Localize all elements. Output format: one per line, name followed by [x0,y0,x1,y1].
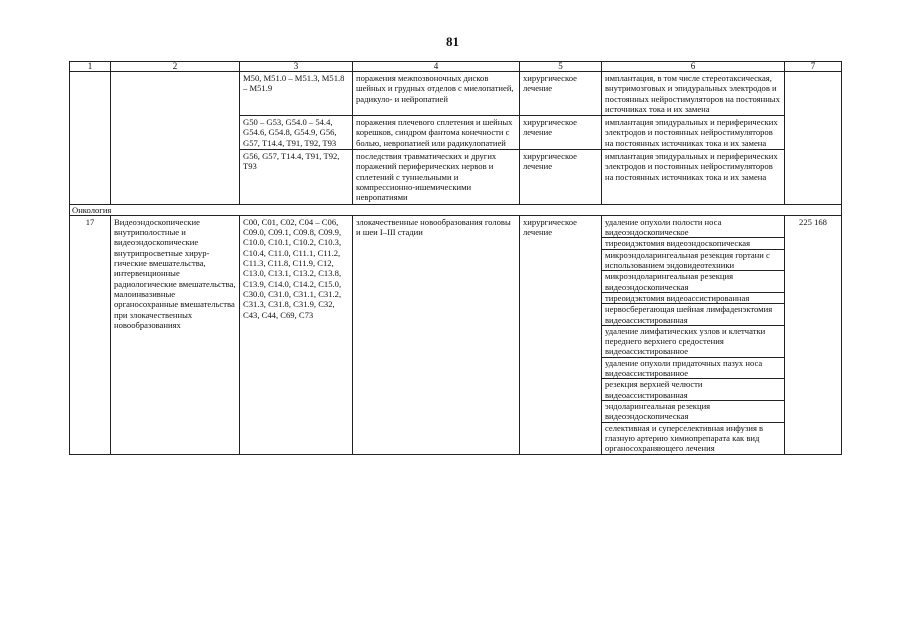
cell-method: имплантация эпидуральных и периферических электродов и постоянных нейростимуляторов на постоянных источниках тока и их замена [602,150,785,204]
method-item: тиреоидэктомия видеоэндоскопическая [602,238,784,249]
header-cell: 4 [353,62,520,72]
method-item: селективная и суперселективная инфузия в глазную артерию химиопрепарата как вид органосохраняющего лечения [605,422,764,454]
page-number: 81 [446,34,459,49]
method-item: удаление опухоли придаточных пазух носа видеоассистированное [602,358,784,380]
cell-number-empty [70,72,111,205]
header-cell: 2 [111,62,240,72]
cell-cost-empty [785,72,842,205]
method-item: микроэндоларингеальная резекция видеоэндоскопическая [602,271,784,293]
section-title: Онкология [70,204,842,215]
method-item: тиреоидэктомия видеоассистированная [602,293,784,304]
header-cell: 6 [602,62,785,72]
header-cell: 5 [520,62,602,72]
cell-treatment: хирургическое лечение [520,150,602,204]
section-row [70,204,842,215]
method-item: эндоларингеальная резекция видеоэндоскопическая [602,401,784,423]
cell-codes: G50 – G53, G54.0 – 54.4, G54.6, G54.8, G54.9, G56, G57, T14.4, T91, T92, T93 [240,116,353,150]
cell-codes: G56, G57, T14.4, T91, T92, T93 [240,150,353,204]
cell-methods [602,215,785,455]
cell-codes: C00, C01, C02, C04 – C06, C09.0, C09.1, C09.8, C09.9, C10.0, C10.1, C10.2, C10.3, C10.4, C11.0, C11.1, C11.2, C11.3, C11.8, C11.9, C12, C13.0, C13.1, C13.2, C13.8, C13.9, C14.0, C14.2, C15.0, C30.0, C31.0, C31.1, C31.2, C31.3, C31.8, C31.9, C32, C43, C44, C69, C73 [240,215,353,455]
cell-condition: злокачественные новообразования головы и шеи I–III стадии [353,215,520,455]
table-row [70,215,842,455]
header-cell: 1 [70,62,111,72]
header-cell: 3 [240,62,353,72]
method-item: удаление опухоли полости носа видеоэндоскопическое [602,217,784,239]
cell-condition: последствия травматических и других поражений периферических нервов и сплетений с туннельными и компрессионно-ишемическими невропатиями [353,150,520,204]
method-item: резекция верхней челюсти видеоассистированная [602,379,784,401]
cell-number: 17 [70,215,111,455]
header-row [70,62,842,72]
table-row [70,72,842,116]
header-cell: 7 [785,62,842,72]
treatment-table [69,61,842,455]
cell-treatment: хирургическое лечение [520,72,602,116]
cell-treatment: хирургическое лечение [520,116,602,150]
cell-condition: поражения межпозвоночных дисков шейных и грудных отделов с миелопатией, радикуло- и нейропатией [353,72,520,116]
method-item: нервосберегающая шейная лимфаденэктомия видеоассистированная [602,304,784,326]
cell-name-empty [111,72,240,205]
cell-method: имплантация, в том числе стереотаксическая, внутримозговых и эпидуральных электродов и постоянных нейростимуляторов на постоянных источниках тока и их замена [602,72,785,116]
cell-name: Видеоэндоскопические внутриполостные и видеоэндоскопические внутрипросветные хирур-гические вмешательства, интервенционные радиологические вмешательства, малоинвазивные органосохранные вмешательства при злокачественных новообразованиях [111,215,240,455]
method-item: удаление лимфатических узлов и клетчатки переднего верхнего средостения видеоассистированное [602,326,784,358]
cell-cost: 225 168 [785,215,842,455]
cell-treatment: хирургическое лечение [520,215,602,455]
cell-condition: поражения плечевого сплетения и шейных корешков, синдром фантома конечности с болью, невропатией или радикулопатией [353,116,520,150]
cell-codes: M50, M51.0 – M51.3, M51.8 – M51.9 [240,72,353,116]
cell-method: имплантация эпидуральных и периферических электродов и постоянных нейростимуляторов на постоянных источниках тока и их замена [602,116,785,150]
method-item: микроэндоларингеальная резекция гортани с использованием эндовидеотехники [602,250,784,272]
